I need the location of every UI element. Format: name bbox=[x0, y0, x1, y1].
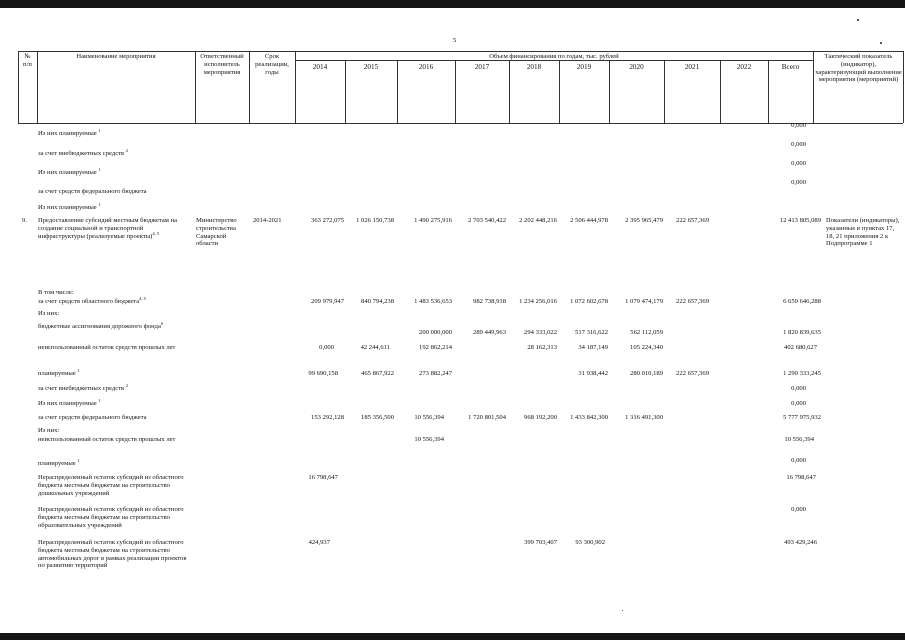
top-scan-border bbox=[0, 0, 905, 8]
v-total: 12 413 805,089 bbox=[779, 217, 821, 224]
v-2021: 222 657,369 bbox=[676, 370, 709, 377]
v-2017: 982 738,918 bbox=[473, 298, 506, 305]
v-2015: 185 356,500 bbox=[361, 414, 394, 421]
v-2014: 0,000 bbox=[319, 344, 334, 351]
row-label: за счет внебюджетных средств $^2$ bbox=[38, 147, 129, 157]
v-2019: 517 316,622 bbox=[575, 329, 608, 336]
row-label: Нераспределенный остаток субсидий из областного бюджета местным бюджетам на строительство дошкольных учреждений bbox=[38, 474, 184, 497]
v-2018: 2 202 448,216 bbox=[519, 217, 557, 224]
year-total: Всего bbox=[781, 63, 800, 71]
row-label: Из них планируемые $^1$ bbox=[38, 201, 101, 211]
year-2014: 2014 bbox=[312, 63, 328, 71]
v-2021: 222 657,369 bbox=[676, 217, 709, 224]
v-2018: 399 703,407 bbox=[524, 539, 557, 546]
year-2019: 2019 bbox=[576, 63, 592, 71]
v-total: 6 659 646,288 bbox=[783, 298, 821, 305]
v-total: 0,000 bbox=[791, 400, 806, 407]
year-2016: 2016 bbox=[418, 63, 434, 71]
header-volume: Объем финансирования по годам, тыс. рублей bbox=[489, 53, 619, 60]
v-2020: 105 224,340 bbox=[630, 344, 663, 351]
of-them-label: Из них: bbox=[38, 310, 60, 317]
v-total: 0,000 bbox=[791, 385, 806, 392]
v-2014: 153 292,128 bbox=[311, 414, 344, 421]
row-label: Из них планируемые $^1$ bbox=[38, 397, 101, 407]
measure-name: Предоставление субсидий местным бюджетам на создание социальной и транспортной инфраструктуры (реализуемые проекты)$^{4, 5}$ bbox=[38, 217, 178, 240]
v-2020: 2 395 965,479 bbox=[625, 217, 663, 224]
scan-mark bbox=[857, 19, 859, 21]
row-label: за счет средств федерального бюджета bbox=[38, 414, 147, 421]
indicator: Показатели (индикаторы), указанные в пунктах 17, 18, 21 приложения 2 к Подпрограмме 1 bbox=[826, 217, 900, 248]
scan-mark bbox=[880, 42, 882, 44]
row-label: неиспользованный остаток средств прошлых лет bbox=[38, 436, 176, 443]
v-2015: 42 244,611 bbox=[360, 344, 390, 351]
row-label: за счет внебюджетных средств $^2$ bbox=[38, 382, 129, 392]
row-label: планируемые $^1$ bbox=[38, 457, 80, 467]
row-label: за счет средств федерального бюджета bbox=[38, 188, 147, 195]
v-total: 0,000 bbox=[791, 506, 806, 513]
row-label: за счет средств областного бюджета$^{4, 5}$ bbox=[38, 295, 146, 305]
header-indicator: Тактический показатель (индикатор), характеризующий выполнение мероприятия (мероприятий) bbox=[815, 53, 902, 84]
in-total-label: В том числе: bbox=[38, 289, 74, 296]
v-total: 1 290 333,245 bbox=[783, 370, 821, 377]
row-total: 0,000 bbox=[791, 179, 806, 186]
row-total: 0,000 bbox=[791, 141, 806, 148]
v-2016: 200 000,000 bbox=[419, 329, 452, 336]
year-2020: 2020 bbox=[629, 63, 644, 71]
page-number: 5 bbox=[453, 37, 457, 44]
year-2022: 2022 bbox=[736, 63, 752, 71]
year-2015: 2015 bbox=[363, 63, 379, 71]
v-2016: 1 490 275,916 bbox=[414, 217, 452, 224]
year-2017: 2017 bbox=[474, 63, 490, 71]
year-2021: 2021 bbox=[684, 63, 700, 71]
v-2018: 28 162,313 bbox=[527, 344, 557, 351]
v-2019: 2 506 444,978 bbox=[570, 217, 608, 224]
v-2014: 16 798,647 bbox=[308, 474, 338, 481]
v-2020: 562 112,059 bbox=[630, 329, 663, 336]
scan-mark bbox=[622, 610, 623, 611]
header-executor: Ответственный исполнитель мероприятия bbox=[200, 53, 244, 76]
v-2020: 1 079 474,179 bbox=[625, 298, 663, 305]
v-2014: 424,937 bbox=[308, 539, 330, 546]
v-2017: 2 703 540,422 bbox=[468, 217, 506, 224]
term: 2014-2021 bbox=[253, 217, 282, 224]
v-2016: 1 483 536,653 bbox=[414, 298, 452, 305]
v-2019: 1 433 842,300 bbox=[570, 414, 608, 421]
header-num: № п/п bbox=[23, 53, 32, 68]
v-2016: 10 556,394 bbox=[414, 414, 444, 421]
v-2014: 209 979,947 bbox=[311, 298, 344, 305]
v-2016: 10 556,394 bbox=[414, 436, 444, 443]
v-2019: 31 938,442 bbox=[578, 370, 608, 377]
header-name: Наименование мероприятия bbox=[76, 53, 156, 60]
v-2018: 968 192,200 bbox=[524, 414, 557, 421]
row-label: Нераспределенный остаток субсидий из областного бюджета местным бюджетам на строительство автомобильных дорог в рамках реализации проектов по развитию территорий bbox=[38, 539, 187, 570]
row-label: бюджетные ассигнования дорожного фонда$^6$ bbox=[38, 320, 164, 330]
v-total: 493 429,246 bbox=[784, 539, 817, 546]
header-term: Срок реализации, годы bbox=[255, 53, 289, 76]
v-2019: 34 187,149 bbox=[578, 344, 608, 351]
v-total: 402 680,627 bbox=[784, 344, 817, 351]
v-2017: 1 720 801,504 bbox=[468, 414, 506, 421]
bottom-scan-border bbox=[0, 633, 905, 640]
v-total: 5 777 975,932 bbox=[783, 414, 821, 421]
v-2015: 465 867,922 bbox=[361, 370, 394, 377]
v-2019: 1 072 602,678 bbox=[570, 298, 608, 305]
row-label: планируемые $^1$ bbox=[38, 367, 80, 377]
row-number: 9. bbox=[22, 217, 27, 224]
v-2016: 273 882,247 bbox=[419, 370, 452, 377]
v-2021: 222 657,369 bbox=[676, 298, 709, 305]
executor: Министерство строительства Самарской области bbox=[196, 217, 237, 248]
row-label: Нераспределенный остаток субсидий из областного бюджета местным бюджетам на строительство образовательных учреждений bbox=[38, 506, 184, 529]
v-total: 0,000 bbox=[791, 457, 806, 464]
v-2019: 93 300,902 bbox=[575, 539, 605, 546]
v-2016: 192 862,214 bbox=[419, 344, 452, 351]
v-2017: 289 449,963 bbox=[473, 329, 506, 336]
v-2018: 294 333,022 bbox=[524, 329, 557, 336]
v-total: 10 556,394 bbox=[784, 436, 814, 443]
v-2014: 99 690,158 bbox=[308, 370, 338, 377]
row-total: 0,000 bbox=[791, 122, 806, 129]
of-them-label: Из них: bbox=[38, 427, 60, 434]
v-2018: 1 234 256,016 bbox=[519, 298, 557, 305]
v-2014: 363 272,075 bbox=[311, 217, 344, 224]
v-2015: 1 026 150,738 bbox=[356, 217, 394, 224]
row-label: Из них планируемые $^1$ bbox=[38, 166, 101, 176]
v-2020: 280 010,189 bbox=[630, 370, 663, 377]
year-2018: 2018 bbox=[526, 63, 542, 71]
v-total: 16 798,647 bbox=[786, 474, 816, 481]
v-2015: 840 794,238 bbox=[361, 298, 394, 305]
v-2020: 1 316 491,300 bbox=[625, 414, 663, 421]
v-total: 1 820 839,635 bbox=[783, 329, 821, 336]
row-label: неиспользованный остаток средств прошлых лет bbox=[38, 344, 176, 351]
row-total: 0,000 bbox=[791, 160, 806, 167]
row-label: Из них планируемые $^1$ bbox=[38, 127, 101, 137]
